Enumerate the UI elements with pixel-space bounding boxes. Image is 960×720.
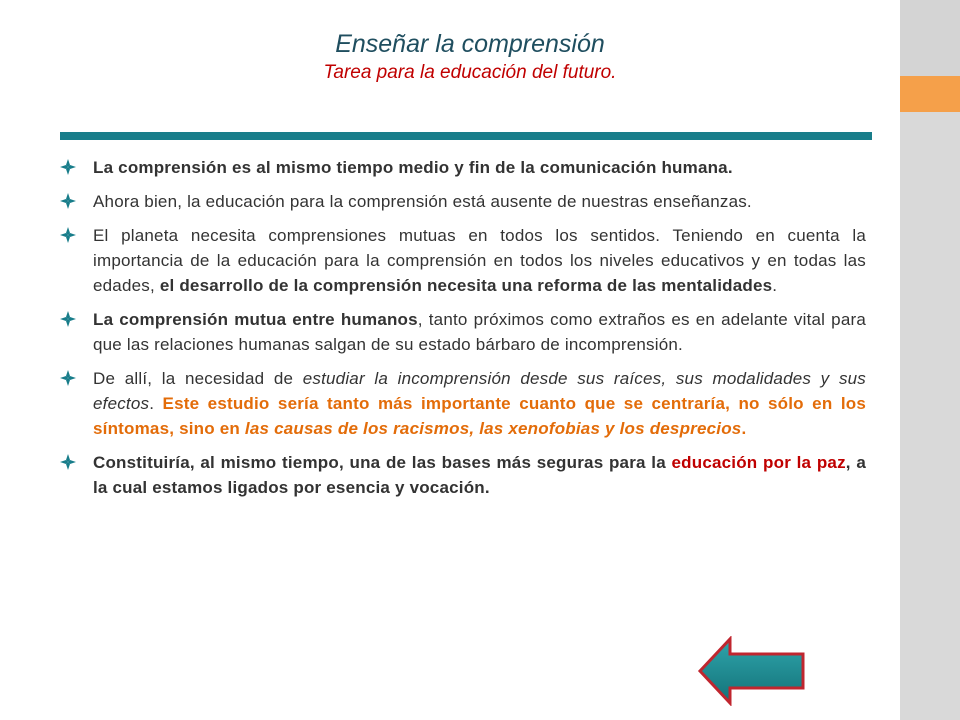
page-title: Enseñar la comprensión: [335, 30, 605, 58]
bullet-bold-text: el desarrollo de la comprensión necesita una reforma de las mentalidades: [159, 276, 773, 295]
bullet-text: De allí, la necesidad de: [93, 369, 303, 388]
back-arrow-icon[interactable]: [697, 636, 807, 706]
title-divider: [60, 132, 872, 140]
page-subtitle: Tarea para la educación del futuro.: [323, 62, 617, 83]
list-item: [60, 450, 866, 500]
list-item: [60, 307, 866, 357]
diamond-bullet-icon: [60, 370, 76, 386]
bullet-red-text: educación por la paz: [671, 453, 846, 472]
sidebar-top-block: [900, 0, 960, 76]
list-item: [60, 366, 866, 441]
bullet-italic-text: estudiar la incomprensión desde sus raíces, sus modalidades y sus efectos: [93, 369, 867, 413]
diamond-bullet-icon: [60, 227, 76, 243]
bullet-text: El planeta necesita comprensiones mutuas en todos los sentidos. Teniendo en cuenta la importancia de la educación para la comprensión en todos los niveles educativos y en todas las edades,: [93, 226, 866, 295]
bullet-text-end: .: [772, 276, 778, 295]
bullet-bold-text: La comprensión mutua entre humanos: [93, 310, 418, 329]
diamond-bullet-icon: [60, 159, 76, 175]
bullet-text: , tanto próximos como extraños es en adelante vital para que las relaciones humanas salgan de su estado bárbaro de incomprensión.: [93, 310, 866, 354]
list-item: [60, 155, 866, 180]
highlight-text-end: .: [741, 419, 747, 438]
sidebar-orange-accent: [900, 76, 960, 112]
diamond-bullet-icon: [60, 311, 76, 327]
diamond-bullet-icon: [60, 454, 76, 470]
header: [60, 28, 880, 86]
bullet-list: [60, 155, 866, 509]
bullet-text: La comprensión es al mismo tiempo medio y fin de la comunicación humana.: [93, 158, 733, 177]
highlight-text: Este estudio sería tanto más importante cuanto que se centraría, no sólo en los síntomas, sino en: [93, 394, 866, 438]
list-item: [60, 189, 866, 214]
highlight-italic-text: las causas de los racismos, las xenofobias y los desprecios: [244, 419, 742, 438]
bullet-text: Constituiría, al mismo tiempo, una de las bases más seguras para la: [93, 453, 672, 472]
bullet-text-end: , a la cual estamos ligados por esencia y vocación.: [93, 453, 866, 497]
bullet-text: Ahora bien, la educación para la comprensión está ausente de nuestras enseñanzas.: [93, 192, 752, 211]
list-item: [60, 223, 866, 298]
diamond-bullet-icon: [60, 193, 76, 209]
bullet-text-mid: .: [149, 394, 163, 413]
